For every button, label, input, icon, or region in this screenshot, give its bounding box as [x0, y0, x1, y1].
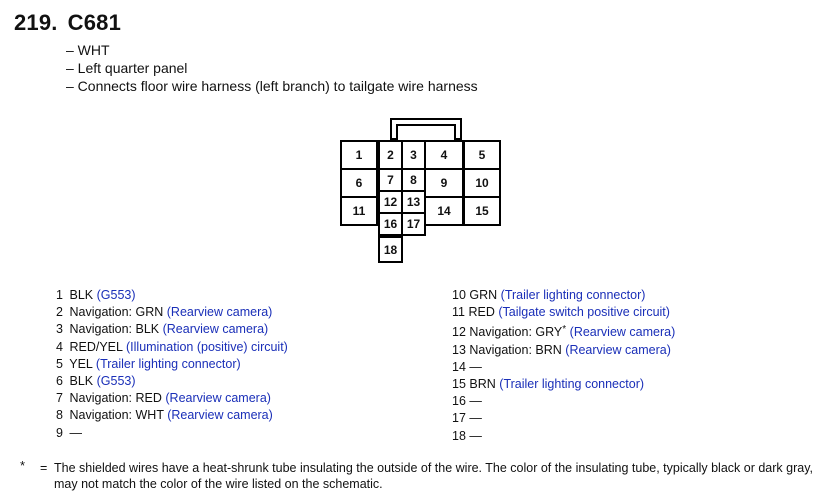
pin-row: 5 YEL (Trailer lighting connector)	[56, 356, 241, 371]
cavity-3: 3	[401, 140, 426, 170]
cavity-12: 12	[378, 190, 403, 214]
footnote-equals: =	[40, 461, 48, 475]
cavity-17: 17	[401, 212, 426, 236]
cavity-4: 4	[424, 140, 464, 170]
pin-row: 17 —	[452, 411, 482, 426]
cavity-18: 18	[378, 236, 403, 263]
cavity-9: 9	[424, 168, 464, 198]
footnote-text: The shielded wires have a heat-shrunk tube insulating the outside of the wire. The color of the insulating tube, typically black or dark gray, may not match the color of the wire listed on the schematic.	[54, 461, 813, 491]
pin-row: 9 —	[56, 425, 82, 440]
pin-row: 14 —	[452, 359, 482, 374]
connector-id: C681	[67, 10, 122, 35]
pin-row: 13 Navigation: BRN (Rearview camera)	[452, 342, 671, 357]
cavity-15: 15	[463, 196, 501, 226]
pin-list-left	[56, 287, 288, 442]
cavity-8: 8	[401, 168, 426, 192]
detail-color: – WHT	[66, 42, 110, 58]
cavity-5: 5	[463, 140, 501, 170]
cavity-14: 14	[424, 196, 464, 226]
pin-row: 11 RED (Tailgate switch positive circuit)	[452, 305, 670, 320]
pin-row: 15 BRN (Trailer lighting connector)	[452, 377, 645, 392]
cavity-11: 11	[340, 196, 378, 226]
cavity-10: 10	[463, 168, 501, 198]
pin-row: 10 GRN (Trailer lighting connector)	[452, 288, 646, 302]
shielded-wire-marker: *	[562, 324, 567, 336]
pin-row: 18 —	[452, 428, 482, 443]
pin-row: 3 Navigation: BLK (Rearview camera)	[56, 322, 269, 337]
cavity-13: 13	[401, 190, 426, 214]
pin-row: 8 Navigation: WHT (Rearview camera)	[56, 408, 273, 423]
cavity-1: 1	[340, 140, 378, 170]
cavity-16: 16	[378, 212, 403, 236]
pin-row: 16 —	[452, 394, 482, 409]
detail-location: – Left quarter panel	[66, 60, 188, 76]
connector-face-diagram	[338, 118, 508, 268]
pin-row: 12 Navigation: GRY* (Rearview camera)	[452, 324, 676, 340]
detail-connects: – Connects floor wire harness (left branch) to tailgate wire harness	[66, 78, 478, 94]
pin-row: 7 Navigation: RED (Rearview camera)	[56, 391, 271, 406]
cavity-6: 6	[340, 168, 378, 198]
page-title	[14, 10, 131, 36]
footnote-marker: *	[20, 458, 26, 473]
pin-row: 6 BLK (G553)	[56, 374, 136, 389]
pin-row: 1 BLK (G553)	[56, 288, 136, 302]
cavity-7: 7	[378, 168, 403, 192]
pin-list-right	[452, 287, 675, 445]
cavity-2: 2	[378, 140, 403, 170]
pin-row: 4 RED/YEL (Illumination (positive) circuit)	[56, 339, 288, 354]
pin-row: 2 Navigation: GRN (Rearview camera)	[56, 305, 273, 320]
section-number: 219.	[14, 10, 58, 35]
connector-details	[66, 41, 478, 95]
